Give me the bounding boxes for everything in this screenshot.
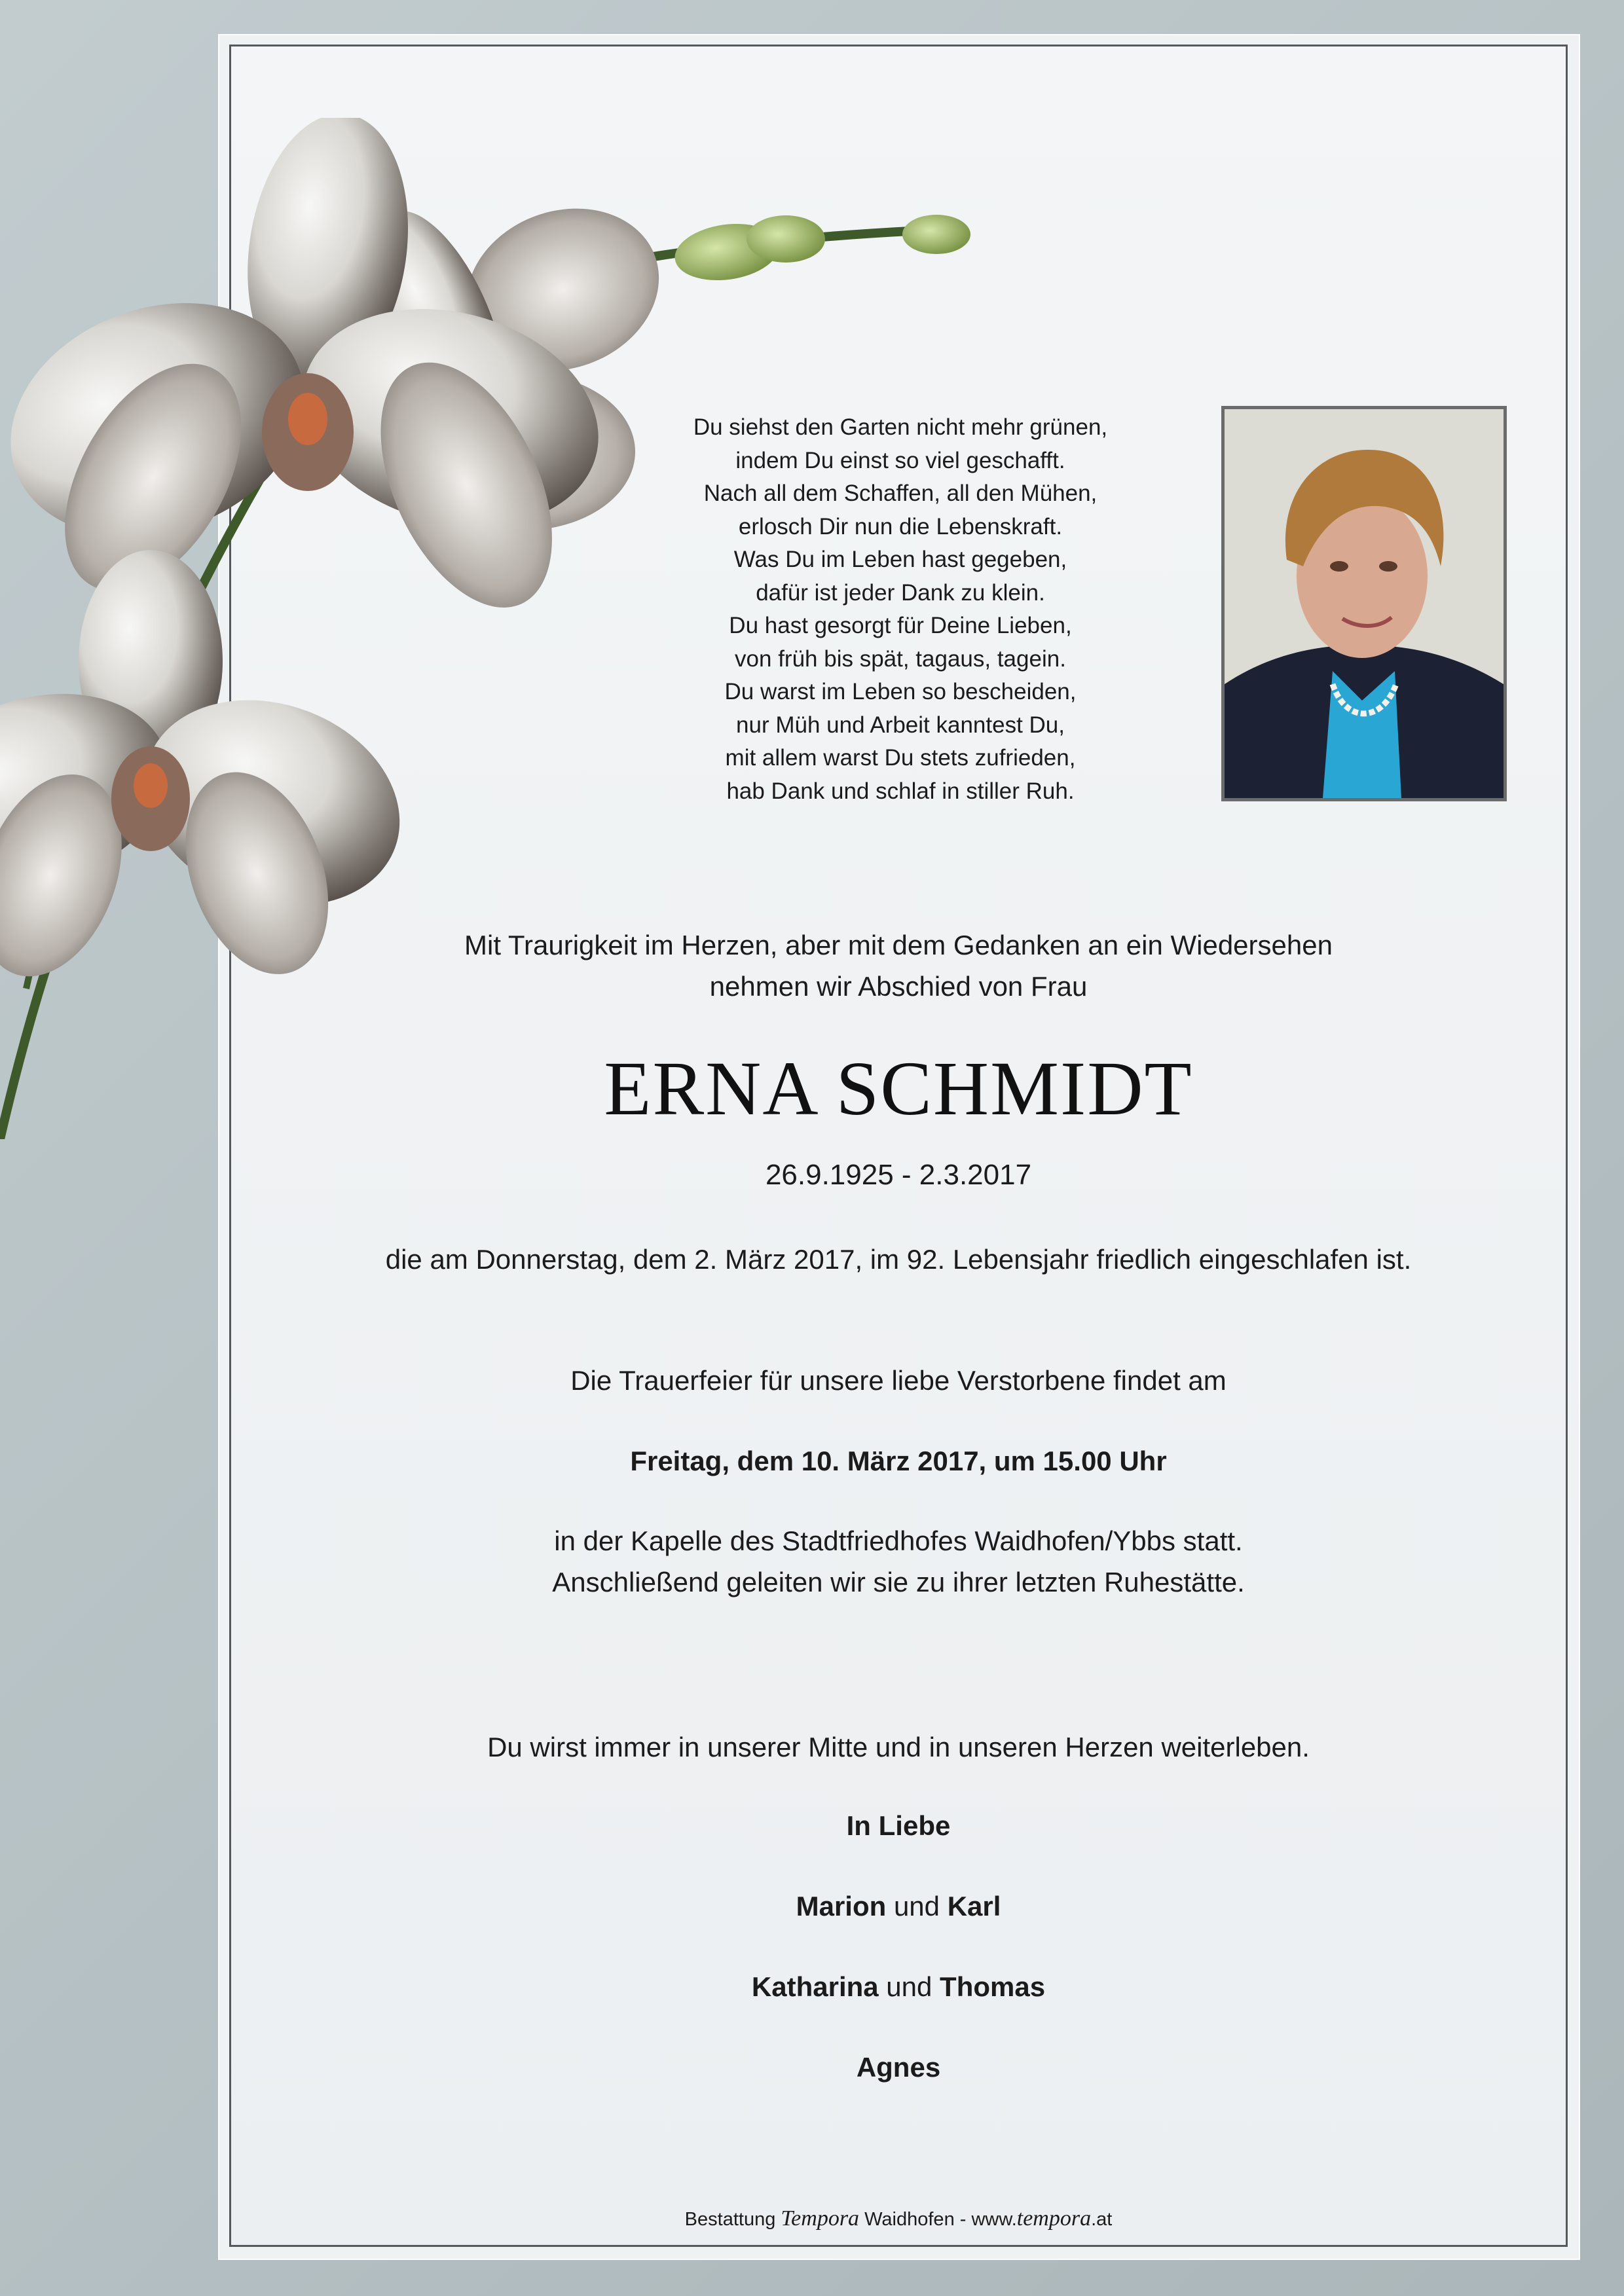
family-row-2	[229, 1971, 1568, 2003]
family-und: und	[886, 1971, 932, 2002]
poem-line: von früh bis spät, tagaus, tagein.	[735, 646, 1066, 672]
poem-line: Du siehst den Garten nicht mehr grünen,	[693, 414, 1108, 440]
ceremony-place: in der Kapelle des Stadtfriedhofes Waidhofen/Ybbs statt.	[554, 1525, 1243, 1556]
death-notice: die am Donnerstag, dem 2. März 2017, im 92. Lebensjahr friedlich eingeschlafen ist.	[385, 1244, 1412, 1275]
closing-line: Du wirst immer in unserer Mitte und in unseren Herzen weiterleben.	[487, 1732, 1310, 1762]
deceased-name: ERNA SCHMIDT	[604, 1046, 1193, 1131]
orchid-flower-main	[0, 118, 623, 634]
footer-prefix: Bestattung	[684, 2209, 776, 2230]
family-row-1	[229, 1891, 1568, 1922]
footer-suffix: Waidhofen - www.	[864, 2209, 1017, 2230]
deceased-dates: 26.9.1925 - 2.3.2017	[765, 1159, 1032, 1191]
poem-line: erlosch Dir nun die Lebenskraft.	[738, 513, 1063, 539]
poem-line: Du warst im Leben so bescheiden,	[724, 679, 1077, 704]
family-name: Thomas	[940, 1971, 1046, 2002]
family-heading: In Liebe	[846, 1810, 951, 1841]
poem-line: hab Dank und schlaf in stiller Ruh.	[726, 778, 1075, 804]
family-name: Karl	[947, 1891, 1001, 1922]
poem-line: dafür ist jeder Dank zu klein.	[756, 579, 1045, 606]
portrait-image	[1225, 409, 1504, 798]
footer-domain-tld[interactable]: .at	[1091, 2209, 1113, 2230]
orchid-bud	[747, 215, 825, 263]
poem-line: Du hast gesorgt für Deine Lieben,	[729, 613, 1072, 638]
poem-line: mit allem warst Du stets zufrieden,	[725, 745, 1076, 771]
ceremony-after: Anschließend geleiten wir sie zu ihrer letzten Ruhestätte.	[552, 1567, 1245, 1597]
family-name: Katharina	[751, 1971, 879, 2002]
family-und: und	[893, 1891, 940, 1922]
ceremony-datetime: Freitag, dem 10. März 2017, um 15.00 Uhr	[630, 1446, 1167, 1476]
footer-domain-brand[interactable]: tempora	[1016, 2206, 1092, 2231]
family-name: Marion	[796, 1891, 887, 1922]
footer-funeral-home	[229, 2206, 1568, 2231]
orchid-bud	[902, 215, 970, 254]
poem-line: Was Du im Leben hast gegeben,	[733, 547, 1067, 572]
ceremony-intro: Die Trauerfeier für unsere liebe Verstorbene findet am	[570, 1365, 1227, 1396]
intro-line-1: Mit Traurigkeit im Herzen, aber mit dem Gedanken an ein Wiedersehen	[464, 930, 1333, 960]
family-row-3: Agnes	[856, 2052, 941, 2083]
poem-line: Nach all dem Schaffen, all den Mühen,	[703, 481, 1098, 506]
portrait-photo	[1221, 406, 1507, 801]
poem	[629, 411, 1172, 808]
poem-line: indem Du einst so viel geschafft.	[735, 447, 1065, 473]
poem-line: nur Müh und Arbeit kanntest Du,	[736, 712, 1065, 738]
intro-line-2: nehmen wir Abschied von Frau	[709, 971, 1088, 1002]
footer-brand-logo: Tempora	[781, 2206, 860, 2231]
